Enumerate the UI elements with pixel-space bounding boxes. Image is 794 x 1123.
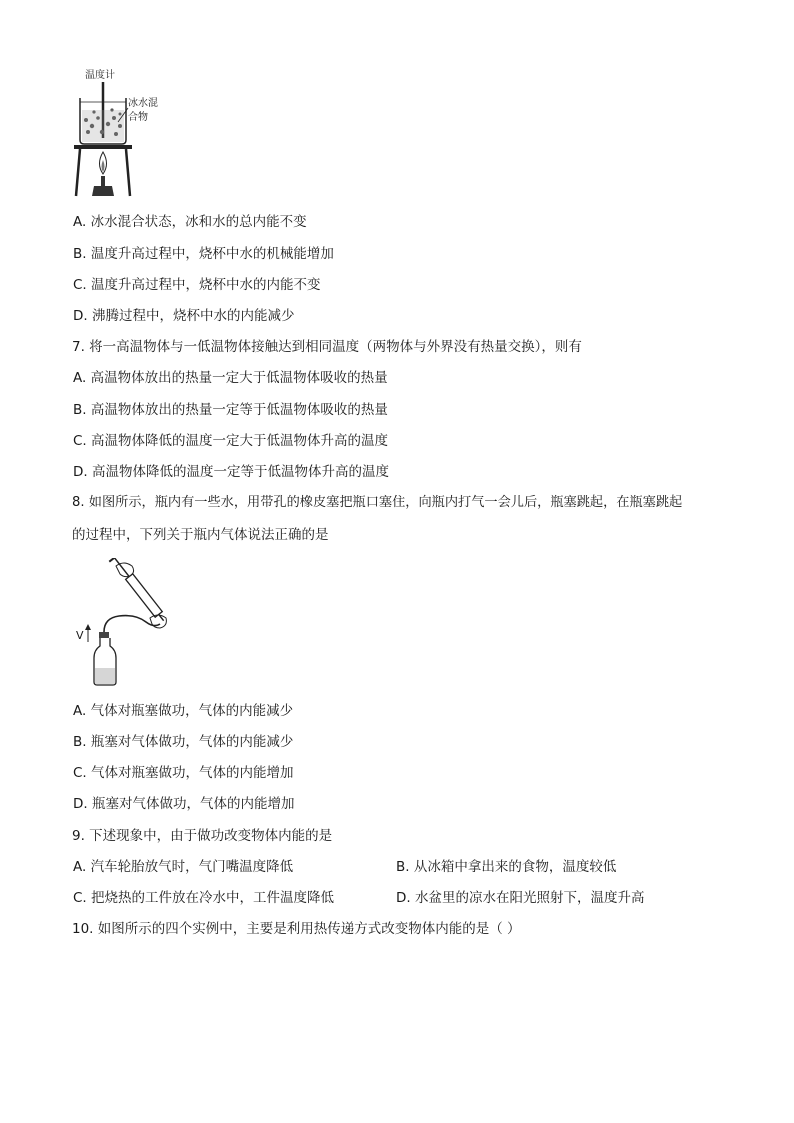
q9-option-d: D. 水盆里的凉水在阳光照射下，温度升高	[396, 890, 645, 906]
q7-stem: 7. 将一高温物体与一低温物体接触达到相同温度（两物体与外界没有热量交换），则有	[72, 339, 582, 355]
q8-option-c: C. 气体对瓶塞做功，气体的内能增加	[73, 765, 294, 781]
q7-option-a: A. 高温物体放出的热量一定大于低温物体吸收的热量	[73, 370, 388, 386]
q7-option-c: C. 高温物体降低的温度一定大于低温物体升高的温度	[73, 433, 389, 449]
velocity-label: V	[76, 629, 84, 642]
q6-option-a: A. 冰水混合状态，冰和水的总内能不变	[73, 214, 307, 230]
q6-option-d: D. 沸腾过程中，烧杯中水的内能减少	[73, 308, 295, 324]
q9-option-b: B. 从冰箱中拿出来的食物，温度较低	[396, 859, 617, 875]
beaker-illustration	[72, 68, 182, 198]
q8-option-a: A. 气体对瓶塞做功，气体的内能减少	[73, 703, 294, 719]
q8-stem-line2: 的过程中，下列关于瓶内气体说法正确的是	[72, 527, 329, 543]
q8-option-d: D. 瓶塞对气体做功，气体的内能增加	[73, 796, 295, 812]
q7-option-d: D. 高温物体降低的温度一定等于低温物体升高的温度	[73, 464, 389, 480]
beaker-heating-figure	[72, 68, 182, 198]
q9-option-a: A. 汽车轮胎放气时，气门嘴温度降低	[73, 859, 294, 875]
q9-option-c: C. 把烧热的工件放在冷水中，工件温度降低	[73, 890, 335, 906]
bottle-pump-figure	[74, 558, 184, 688]
q6-option-b: B. 温度升高过程中，烧杯中水的机械能增加	[73, 246, 334, 262]
q6-option-c: C. 温度升高过程中，烧杯中水的内能不变	[73, 277, 321, 293]
q8-option-b: B. 瓶塞对气体做功，气体的内能减少	[73, 734, 294, 750]
q10-stem: 10. 如图所示的四个实例中，主要是利用热传递方式改变物体内能的是（ ）	[72, 921, 521, 937]
mixture-label-2: 合物	[128, 112, 148, 123]
mixture-label-1: 冰水混	[128, 98, 158, 109]
bottle-pump-illustration	[74, 558, 184, 688]
q8-stem-line1: 8. 如图所示，瓶内有一些水，用带孔的橡皮塞把瓶口塞住，向瓶内打气一会儿后，瓶塞跳起，在瓶塞跳起	[72, 495, 683, 510]
thermometer-label: 温度计	[85, 70, 115, 81]
q9-stem: 9. 下述现象中，由于做功改变物体内能的是	[72, 828, 333, 844]
q7-option-b: B. 高温物体放出的热量一定等于低温物体吸收的热量	[73, 402, 388, 418]
